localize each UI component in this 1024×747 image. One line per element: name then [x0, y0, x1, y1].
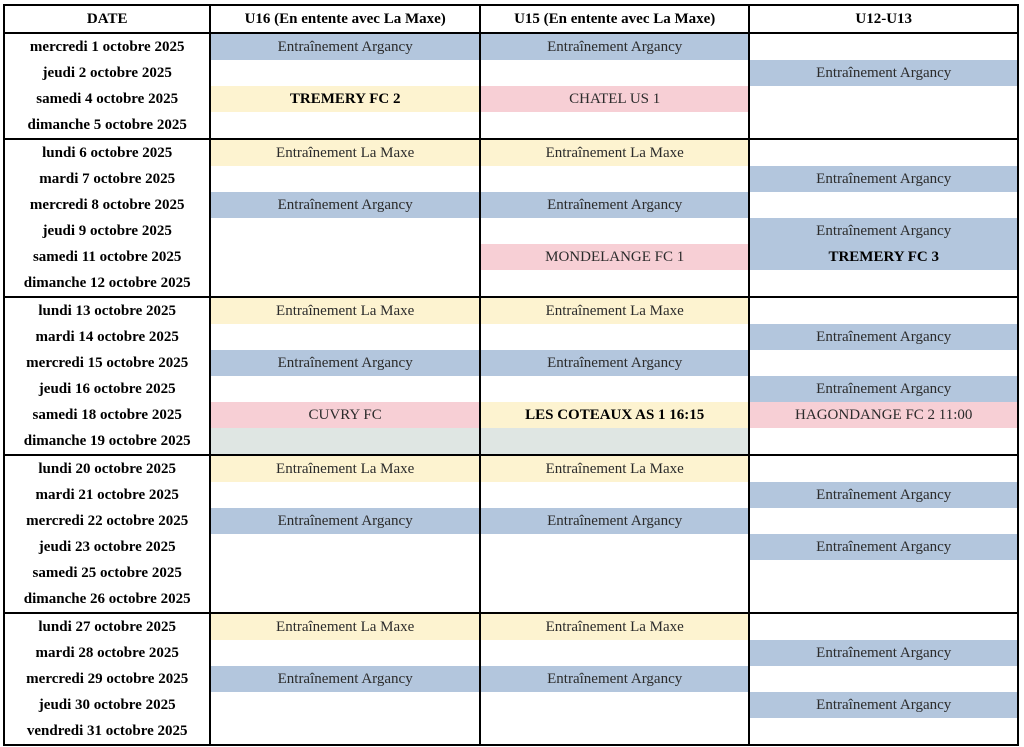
schedule-row	[4, 166, 1018, 192]
u15-cell	[480, 270, 750, 297]
schedule-row	[4, 718, 1018, 745]
u12-cell	[749, 33, 1018, 60]
date-cell: mardi 14 octobre 2025	[35, 328, 179, 345]
u12-cell: Entraînement Argancy	[749, 640, 1018, 666]
u15-cell	[480, 560, 750, 586]
schedule-row	[4, 402, 1018, 428]
date-cell: jeudi 30 octobre 2025	[38, 696, 176, 713]
u16-cell	[210, 324, 480, 350]
schedule-row	[4, 482, 1018, 508]
u16-cell: CUVRY FC	[210, 402, 480, 428]
u15-cell	[480, 428, 750, 455]
date-cell: lundi 27 octobre 2025	[4, 613, 210, 640]
date-cell: dimanche 19 octobre 2025	[23, 432, 191, 449]
schedule-row	[4, 218, 1018, 244]
u15-cell: Entraînement La Maxe	[480, 455, 750, 482]
schedule-row	[4, 692, 1018, 718]
col-header-u15: U15 (En entente avec La Maxe)	[480, 5, 750, 33]
u15-cell	[480, 640, 750, 666]
u12-cell: Entraînement Argancy	[749, 692, 1018, 718]
date-cell: mercredi 22 octobre 2025	[26, 512, 189, 529]
date-cell: jeudi 23 octobre 2025	[38, 538, 176, 555]
schedule-row	[4, 324, 1018, 350]
u12-cell	[749, 560, 1018, 586]
schedule-body	[4, 33, 1018, 745]
u15-cell: LES COTEAUX AS 1 16:15	[480, 402, 750, 428]
schedule-row	[4, 192, 1018, 218]
u12-cell	[749, 428, 1018, 455]
date-cell: lundi 13 octobre 2025	[4, 297, 210, 324]
u12-cell	[749, 112, 1018, 139]
date-cell: mercredi 8 octobre 2025	[29, 196, 185, 213]
u16-cell: TREMERY FC 2	[210, 86, 480, 112]
u16-cell: Entraînement La Maxe	[210, 297, 480, 324]
schedule-row	[4, 86, 1018, 112]
u15-cell	[480, 482, 750, 508]
u15-cell: Entraînement Argancy	[480, 350, 750, 376]
u15-cell	[480, 324, 750, 350]
col-header-date: DATE	[4, 5, 210, 33]
schedule-row	[4, 666, 1018, 692]
u16-cell	[210, 560, 480, 586]
date-cell: jeudi 9 octobre 2025	[42, 222, 172, 239]
schedule-row	[4, 560, 1018, 586]
u12-cell: Entraînement Argancy	[749, 218, 1018, 244]
u15-cell	[480, 60, 750, 86]
schedule-row	[4, 350, 1018, 376]
u16-cell: Entraînement La Maxe	[210, 613, 480, 640]
u15-cell	[480, 376, 750, 402]
u16-cell	[210, 112, 480, 139]
u16-cell: Entraînement La Maxe	[210, 139, 480, 166]
u16-cell	[210, 428, 480, 455]
date-cell: lundi 6 octobre 2025	[4, 139, 210, 166]
date-cell: dimanche 26 octobre 2025	[23, 590, 191, 607]
u12-cell: HAGONDANGE FC 2 11:00	[749, 402, 1018, 428]
schedule-row	[4, 270, 1018, 297]
u12-cell	[749, 139, 1018, 166]
u12-cell	[749, 297, 1018, 324]
u16-cell	[210, 60, 480, 86]
u15-cell: Entraînement Argancy	[480, 33, 750, 60]
u15-cell	[480, 166, 750, 192]
u15-cell	[480, 534, 750, 560]
u15-cell	[480, 718, 750, 745]
date-cell: mercredi 1 octobre 2025	[29, 38, 185, 55]
date-cell: samedi 11 octobre 2025	[32, 248, 182, 265]
u12-cell	[749, 586, 1018, 613]
u12-cell	[749, 666, 1018, 692]
u12-cell	[749, 86, 1018, 112]
u16-cell	[210, 270, 480, 297]
schedule-row	[4, 640, 1018, 666]
schedule-row	[4, 376, 1018, 402]
col-header-u16: U16 (En entente avec La Maxe)	[210, 5, 480, 33]
schedule-row	[4, 244, 1018, 270]
date-cell: mardi 7 octobre 2025	[39, 170, 176, 187]
u15-cell: Entraînement La Maxe	[480, 297, 750, 324]
date-cell: dimanche 12 octobre 2025	[23, 274, 191, 291]
date-cell: mercredi 15 octobre 2025	[26, 354, 189, 371]
schedule-table	[3, 4, 1019, 746]
date-cell: mardi 28 octobre 2025	[35, 644, 179, 661]
u15-cell	[480, 586, 750, 613]
u16-cell	[210, 376, 480, 402]
u12-cell: Entraînement Argancy	[749, 60, 1018, 86]
u12-cell	[749, 508, 1018, 534]
u16-cell	[210, 586, 480, 613]
schedule-row	[4, 297, 1018, 324]
schedule-row	[4, 112, 1018, 139]
date-cell: mardi 21 octobre 2025	[35, 486, 179, 503]
header-row	[4, 5, 1018, 33]
u16-cell	[210, 640, 480, 666]
date-cell: dimanche 5 octobre 2025	[27, 116, 187, 133]
u15-cell: CHATEL US 1	[480, 86, 750, 112]
u16-cell: Entraînement La Maxe	[210, 455, 480, 482]
u15-cell: Entraînement La Maxe	[480, 613, 750, 640]
u12-cell: Entraînement Argancy	[749, 534, 1018, 560]
schedule-row	[4, 33, 1018, 60]
schedule-row	[4, 60, 1018, 86]
date-cell: samedi 18 octobre 2025	[32, 406, 182, 423]
u16-cell	[210, 244, 480, 270]
u12-cell: TREMERY FC 3	[749, 244, 1018, 270]
schedule-row	[4, 586, 1018, 613]
date-cell: mercredi 29 octobre 2025	[26, 670, 189, 687]
u12-cell	[749, 270, 1018, 297]
u12-cell: Entraînement Argancy	[749, 376, 1018, 402]
u12-cell	[749, 718, 1018, 745]
date-cell: lundi 20 octobre 2025	[4, 455, 210, 482]
schedule-row	[4, 428, 1018, 455]
u16-cell	[210, 218, 480, 244]
u12-cell	[749, 455, 1018, 482]
u16-cell: Entraînement Argancy	[210, 508, 480, 534]
u16-cell: Entraînement Argancy	[210, 33, 480, 60]
u12-cell: Entraînement Argancy	[749, 324, 1018, 350]
schedule-row	[4, 139, 1018, 166]
u16-cell: Entraînement Argancy	[210, 192, 480, 218]
date-cell: samedi 25 octobre 2025	[32, 564, 182, 581]
u15-cell	[480, 112, 750, 139]
u15-cell	[480, 692, 750, 718]
date-cell: jeudi 2 octobre 2025	[42, 64, 172, 81]
u12-cell	[749, 192, 1018, 218]
u12-cell: Entraînement Argancy	[749, 166, 1018, 192]
u12-cell	[749, 350, 1018, 376]
schedule-row	[4, 613, 1018, 640]
u16-cell	[210, 166, 480, 192]
date-cell: samedi 4 octobre 2025	[36, 90, 179, 107]
u15-cell: Entraînement La Maxe	[480, 139, 750, 166]
u16-cell: Entraînement Argancy	[210, 666, 480, 692]
u12-cell: Entraînement Argancy	[749, 482, 1018, 508]
u16-cell	[210, 718, 480, 745]
schedule-row	[4, 534, 1018, 560]
u15-cell: Entraînement Argancy	[480, 508, 750, 534]
u15-cell: Entraînement Argancy	[480, 666, 750, 692]
u12-cell	[749, 613, 1018, 640]
col-header-u12-u13: U12-U13	[749, 5, 1018, 33]
u16-cell	[210, 482, 480, 508]
u16-cell	[210, 692, 480, 718]
date-cell: jeudi 16 octobre 2025	[38, 380, 176, 397]
u16-cell: Entraînement Argancy	[210, 350, 480, 376]
u16-cell	[210, 534, 480, 560]
schedule-row	[4, 455, 1018, 482]
u15-cell: Entraînement Argancy	[480, 192, 750, 218]
date-cell: vendredi 31 octobre 2025	[26, 722, 188, 739]
u15-cell	[480, 218, 750, 244]
u15-cell: MONDELANGE FC 1	[480, 244, 750, 270]
schedule-row	[4, 508, 1018, 534]
